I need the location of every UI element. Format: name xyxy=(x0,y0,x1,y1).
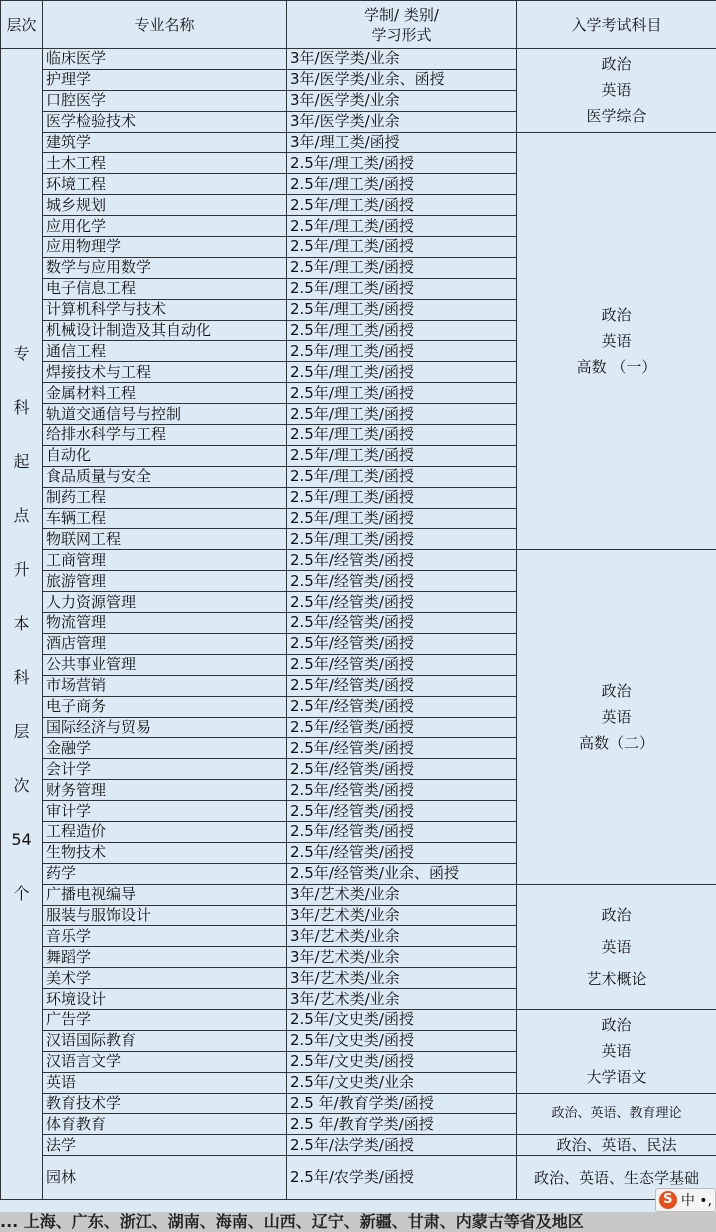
table-row xyxy=(1,132,716,153)
system-info: 2.5年/经管类/函授 xyxy=(287,780,517,801)
exam-subject: 政治、英语、教育理论 xyxy=(551,1105,682,1121)
major-name: 服装与服饰设计 xyxy=(43,905,287,926)
system-info: 3年/医学类/业余 xyxy=(287,111,517,132)
system-info: 2.5年/理工类/函授 xyxy=(287,404,517,425)
system-info: 3年/艺术类/业余 xyxy=(287,884,517,905)
exam-subject: 政治、英语、民法 xyxy=(556,1136,677,1155)
level-char: 科 xyxy=(13,668,30,688)
system-info: 2.5年/文史类/函授 xyxy=(287,1030,517,1051)
system-info: 2.5年/文史类/函授 xyxy=(287,1051,517,1072)
system-info: 2.5年/理工类/函授 xyxy=(287,445,517,466)
level-char: 起 xyxy=(13,452,30,472)
major-name: 美术学 xyxy=(43,968,287,989)
system-info: 2.5年/理工类/函授 xyxy=(287,508,517,529)
system-info: 3年/艺术类/业余 xyxy=(287,926,517,947)
header-row xyxy=(1,1,716,49)
major-name: 旅游管理 xyxy=(43,571,287,592)
major-name: 英语 xyxy=(43,1072,287,1093)
exam-subject: 高数 （一） xyxy=(576,357,657,376)
system-info: 2.5年/理工类/函授 xyxy=(287,320,517,341)
major-name: 音乐学 xyxy=(43,926,287,947)
level-char: 点 xyxy=(13,506,30,526)
ime-toolbar[interactable] xyxy=(655,1188,716,1212)
system-info: 2.5年/经管类/函授 xyxy=(287,675,517,696)
system-info: 2.5 年/教育学类/函授 xyxy=(287,1093,517,1114)
major-name: 物联网工程 xyxy=(43,529,287,550)
system-info: 2.5年/理工类/函授 xyxy=(287,299,517,320)
system-info: 2.5年/理工类/函授 xyxy=(287,237,517,258)
system-info: 2.5年/文史类/业余 xyxy=(287,1072,517,1093)
major-name: 汉语国际教育 xyxy=(43,1030,287,1051)
header-level: 层次 xyxy=(1,1,43,49)
table-row xyxy=(1,884,716,905)
exam-subjects xyxy=(517,132,716,550)
system-info: 2.5年/理工类/函授 xyxy=(287,425,517,446)
exam-subjects xyxy=(517,550,716,884)
major-name: 数学与应用数学 xyxy=(43,257,287,278)
exam-subject: 大学语文 xyxy=(586,1068,647,1087)
system-info: 2.5年/经管类/函授 xyxy=(287,571,517,592)
major-name: 金属材料工程 xyxy=(43,383,287,404)
major-name: 环境设计 xyxy=(43,989,287,1010)
table-row xyxy=(1,1009,716,1030)
exam-subject: 英语 xyxy=(601,1042,632,1061)
major-name: 机械设计制造及其自动化 xyxy=(43,320,287,341)
exam-subjects xyxy=(517,1135,716,1156)
major-name: 财务管理 xyxy=(43,780,287,801)
level-char: 次 xyxy=(13,776,30,796)
system-info: 2.5年/经管类/函授 xyxy=(287,613,517,634)
level-char: 层 xyxy=(13,722,30,742)
major-name: 应用化学 xyxy=(43,216,287,237)
major-name: 护理学 xyxy=(43,69,287,90)
system-info: 2.5 年/教育学类/函授 xyxy=(287,1114,517,1135)
major-name: 公共事业管理 xyxy=(43,654,287,675)
system-info: 2.5年/理工类/函授 xyxy=(287,362,517,383)
ime-mode-label[interactable]: 中 •, xyxy=(680,1193,712,1209)
system-info: 2.5年/理工类/函授 xyxy=(287,529,517,550)
exam-subjects xyxy=(517,49,716,133)
major-name: 通信工程 xyxy=(43,341,287,362)
major-name: 制药工程 xyxy=(43,487,287,508)
system-info: 3年/医学类/业余、函授 xyxy=(287,69,517,90)
major-name: 城乡规划 xyxy=(43,195,287,216)
system-info: 2.5年/法学类/函授 xyxy=(287,1135,517,1156)
major-name: 物流管理 xyxy=(43,613,287,634)
major-name: 法学 xyxy=(43,1135,287,1156)
system-info: 2.5年/经管类/函授 xyxy=(287,696,517,717)
sogou-ime-icon[interactable]: S xyxy=(659,1191,677,1209)
system-info: 3年/艺术类/业余 xyxy=(287,905,517,926)
exam-subjects xyxy=(517,1009,716,1093)
major-name: 审计学 xyxy=(43,801,287,822)
major-name: 计算机科学与技术 xyxy=(43,299,287,320)
major-name: 教育技术学 xyxy=(43,1093,287,1114)
major-name: 应用物理学 xyxy=(43,237,287,258)
system-info: 2.5年/理工类/函授 xyxy=(287,195,517,216)
system-info: 2.5年/理工类/函授 xyxy=(287,153,517,174)
system-info: 2.5年/经管类/函授 xyxy=(287,842,517,863)
exam-subject: 政治、英语、生态学基础 xyxy=(533,1168,699,1187)
major-name: 车辆工程 xyxy=(43,508,287,529)
system-info: 2.5年/经管类/函授 xyxy=(287,654,517,675)
major-name: 工程造价 xyxy=(43,821,287,842)
level-char: 专 xyxy=(13,344,30,364)
system-info: 2.5年/经管类/函授 xyxy=(287,717,517,738)
system-info: 2.5年/经管类/函授 xyxy=(287,592,517,613)
system-info: 3年/艺术类/业余 xyxy=(287,989,517,1010)
system-info: 2.5年/经管类/函授 xyxy=(287,801,517,822)
header-major: 专业名称 xyxy=(43,1,287,49)
major-name: 体育教育 xyxy=(43,1114,287,1135)
major-name: 舞蹈学 xyxy=(43,947,287,968)
major-name: 汉语言文学 xyxy=(43,1051,287,1072)
major-name: 生物技术 xyxy=(43,842,287,863)
system-info: 2.5年/农学类/函授 xyxy=(287,1156,517,1200)
exam-subject: 高数（二） xyxy=(578,734,654,752)
major-name: 焊接技术与工程 xyxy=(43,362,287,383)
major-name: 自动化 xyxy=(43,445,287,466)
system-info: 2.5年/理工类/函授 xyxy=(287,278,517,299)
major-name: 电子信息工程 xyxy=(43,278,287,299)
system-info: 2.5年/理工类/函授 xyxy=(287,383,517,404)
major-name: 广播电视编导 xyxy=(43,884,287,905)
system-info: 2.5年/理工类/函授 xyxy=(287,257,517,278)
major-name: 广告学 xyxy=(43,1009,287,1030)
system-info: 2.5年/经管类/业余、函授 xyxy=(287,863,517,884)
table-row xyxy=(1,550,716,571)
major-name: 给排水科学与工程 xyxy=(43,425,287,446)
major-name: 酒店管理 xyxy=(43,633,287,654)
table-row xyxy=(1,49,716,70)
header-exam: 入学考试科目 xyxy=(517,1,716,49)
level-char: 升 xyxy=(13,560,30,580)
exam-subject: 医学综合 xyxy=(586,107,647,126)
major-name: 食品质量与安全 xyxy=(43,466,287,487)
system-info: 2.5年/经管类/函授 xyxy=(287,821,517,842)
level-char: 54 xyxy=(11,830,32,850)
major-name: 工商管理 xyxy=(43,550,287,571)
exam-subject: 英语 xyxy=(601,331,632,350)
header-system-label: 学制/ 类别/ 学习形式 xyxy=(364,5,439,44)
major-name: 口腔医学 xyxy=(43,90,287,111)
major-name: 临床医学 xyxy=(43,49,287,70)
major-name: 轨道交通信号与控制 xyxy=(43,404,287,425)
table-body xyxy=(1,49,716,1200)
system-info: 2.5年/理工类/函授 xyxy=(287,216,517,237)
header-system xyxy=(287,1,517,49)
system-info: 2.5年/经管类/函授 xyxy=(287,550,517,571)
system-info: 2.5年/经管类/函授 xyxy=(287,633,517,654)
exam-subject: 政治 xyxy=(601,1016,632,1035)
major-name: 环境工程 xyxy=(43,174,287,195)
system-info: 2.5年/理工类/函授 xyxy=(287,466,517,487)
major-name: 会计学 xyxy=(43,759,287,780)
exam-subject: 英语 xyxy=(601,937,632,956)
major-name: 国际经济与贸易 xyxy=(43,717,287,738)
exam-subject: 艺术概论 xyxy=(586,969,647,988)
table-row xyxy=(1,1135,716,1156)
exam-subject: 英语 xyxy=(601,708,632,726)
system-info: 2.5年/理工类/函授 xyxy=(287,487,517,508)
major-name: 市场营销 xyxy=(43,675,287,696)
level-char: 科 xyxy=(13,398,30,418)
system-info: 2.5年/经管类/函授 xyxy=(287,738,517,759)
major-name: 土木工程 xyxy=(43,153,287,174)
system-info: 3年/医学类/业余 xyxy=(287,90,517,111)
major-name: 药学 xyxy=(43,863,287,884)
major-name: 金融学 xyxy=(43,738,287,759)
major-name: 人力资源管理 xyxy=(43,592,287,613)
exam-subjects xyxy=(517,884,716,1009)
exam-subject: 政治 xyxy=(601,55,632,74)
exam-subject: 政治 xyxy=(601,305,632,324)
exam-subject: 政治 xyxy=(601,682,632,700)
level-cell xyxy=(1,49,43,1200)
system-info: 3年/理工类/函授 xyxy=(287,132,517,153)
exam-subject: 英语 xyxy=(601,81,632,100)
system-info: 3年/医学类/业余 xyxy=(287,49,517,70)
table-row xyxy=(1,1093,716,1114)
level-char: 本 xyxy=(13,614,30,634)
major-name: 园林 xyxy=(43,1156,287,1200)
major-name: 电子商务 xyxy=(43,696,287,717)
bottom-caption: ... 上海、广东、浙江、湖南、海南、山西、辽宁、新疆、甘肃、内蒙古等省及地区 xyxy=(0,1212,716,1232)
table-row xyxy=(1,1156,716,1200)
system-info: 2.5年/理工类/函授 xyxy=(287,174,517,195)
system-info: 3年/艺术类/业余 xyxy=(287,947,517,968)
level-char: 个 xyxy=(13,884,30,904)
exam-subjects xyxy=(517,1093,716,1135)
system-info: 2.5年/理工类/函授 xyxy=(287,341,517,362)
major-name: 建筑学 xyxy=(43,132,287,153)
system-info: 3年/艺术类/业余 xyxy=(287,968,517,989)
system-info: 2.5年/经管类/函授 xyxy=(287,759,517,780)
exam-subject: 政治 xyxy=(601,905,632,924)
system-info: 2.5年/文史类/函授 xyxy=(287,1009,517,1030)
major-name: 医学检验技术 xyxy=(43,111,287,132)
